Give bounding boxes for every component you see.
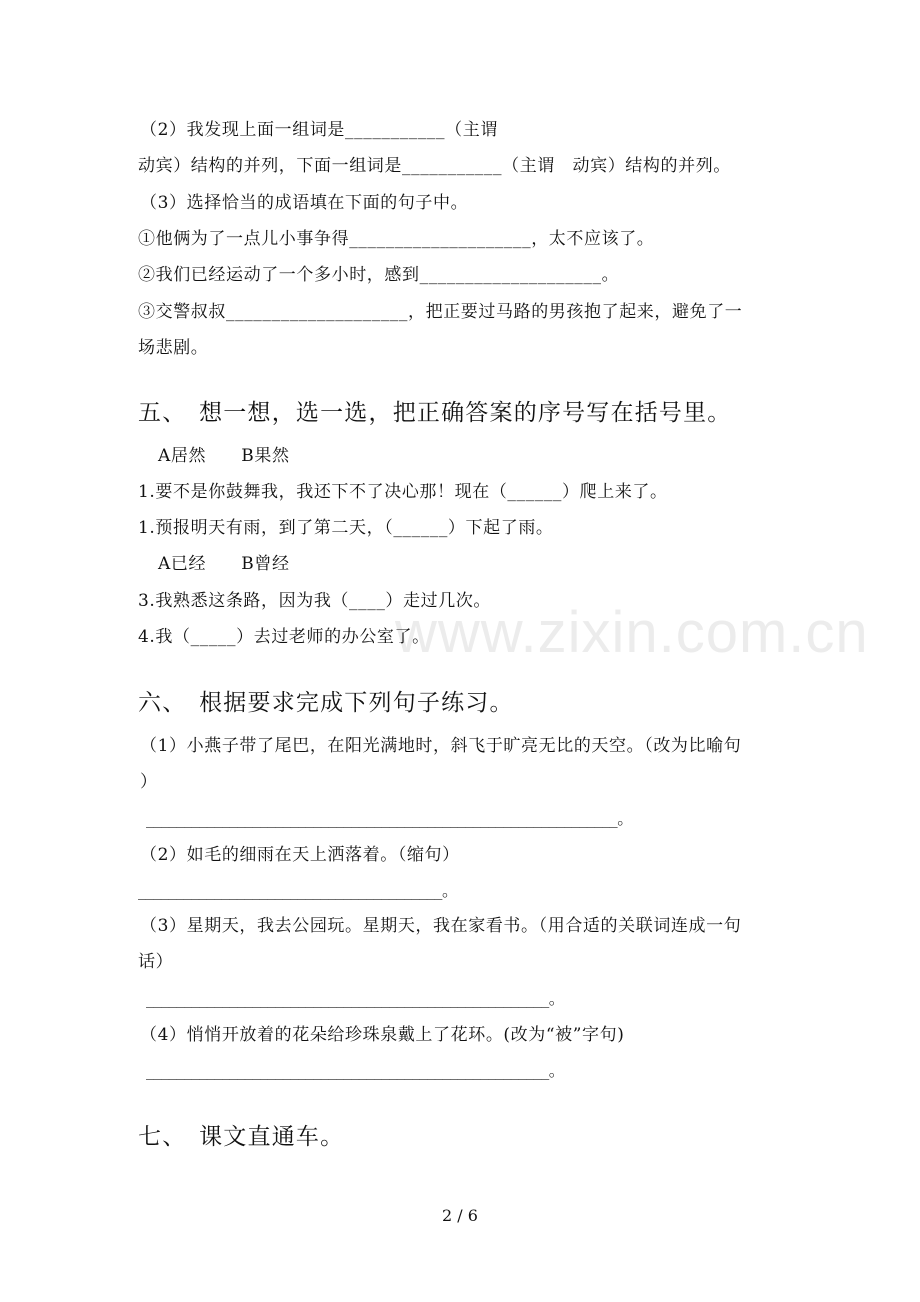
section6-q3-line2: 话） — [138, 952, 174, 972]
part4-q3-item2: ②我们已经运动了一个多小时，感到____________________。 — [138, 265, 620, 285]
section5-item4: 4.我（_____）去过老师的办公室了。 — [138, 627, 430, 647]
part4-q3-item3-line2: 场悲剧。 — [138, 338, 209, 358]
section6-q3-line1: （3）星期天，我去公园玩。星期天，我在家看书。（用合适的关联词连成一句 — [140, 916, 742, 936]
section6-q1-answer-line: ______________________________________________________________。 — [146, 809, 633, 828]
section6-heading: 六、 根据要求完成下列句子练习。 — [138, 690, 514, 716]
watermark-text: www.zixin.com.cn — [395, 600, 869, 665]
section6-q4-line1: （4）悄悄开放着的花朵给珍珠泉戴上了花环。(改为“被”字句) — [140, 1025, 625, 1045]
part4-q3-title: （3）选择恰当的成语填在下面的句子中。 — [140, 193, 469, 213]
section5-options2: A已经 B曾经 — [158, 554, 290, 574]
section5-heading: 五、 想一想，选一选，把正确答案的序号写在括号里。 — [138, 400, 732, 426]
section6-q4-answer-line: _____________________________________________________。 — [146, 1061, 565, 1080]
section6-q1-line1: （1）小燕子带了尾巴，在阳光满地时，斜飞于旷亮无比的天空。（改为比喻句 — [140, 736, 742, 756]
section6-q3-answer-line: _____________________________________________________。 — [146, 989, 565, 1008]
section5-item1: 1.要不是你鼓舞我，我还下不了决心那！现在（______）爬上来了。 — [138, 482, 668, 502]
part4-q2-line2: 动宾）结构的并列，下面一组词是___________（主谓 动宾）结构的并列。 — [138, 156, 731, 176]
section5-item2: 1.预报明天有雨，到了第二天，（______）下起了雨。 — [138, 518, 554, 538]
section6-q2-answer-line: ________________________________________。 — [138, 881, 458, 900]
section6-q1-line2: ） — [140, 772, 158, 792]
part4-q3-item1: ①他俩为了一点儿小事争得____________________，太不应该了。 — [138, 229, 655, 249]
section5-options1: A居然 B果然 — [158, 446, 290, 466]
section5-item3: 3.我熟悉这条路，因为我（____）走过几次。 — [138, 591, 492, 611]
section7-heading: 七、 课文直通车。 — [138, 1124, 345, 1150]
page-number: 2 / 6 — [442, 1206, 478, 1225]
part4-q3-item3-line1: ③交警叔叔____________________，把正要过马路的男孩抱了起来，避免了一 — [138, 302, 743, 322]
part4-q2-line1: （2）我发现上面一组词是___________（主谓 — [140, 120, 498, 140]
section6-q2-line1: （2）如毛的细雨在天上洒落着。（缩句） — [140, 845, 460, 865]
